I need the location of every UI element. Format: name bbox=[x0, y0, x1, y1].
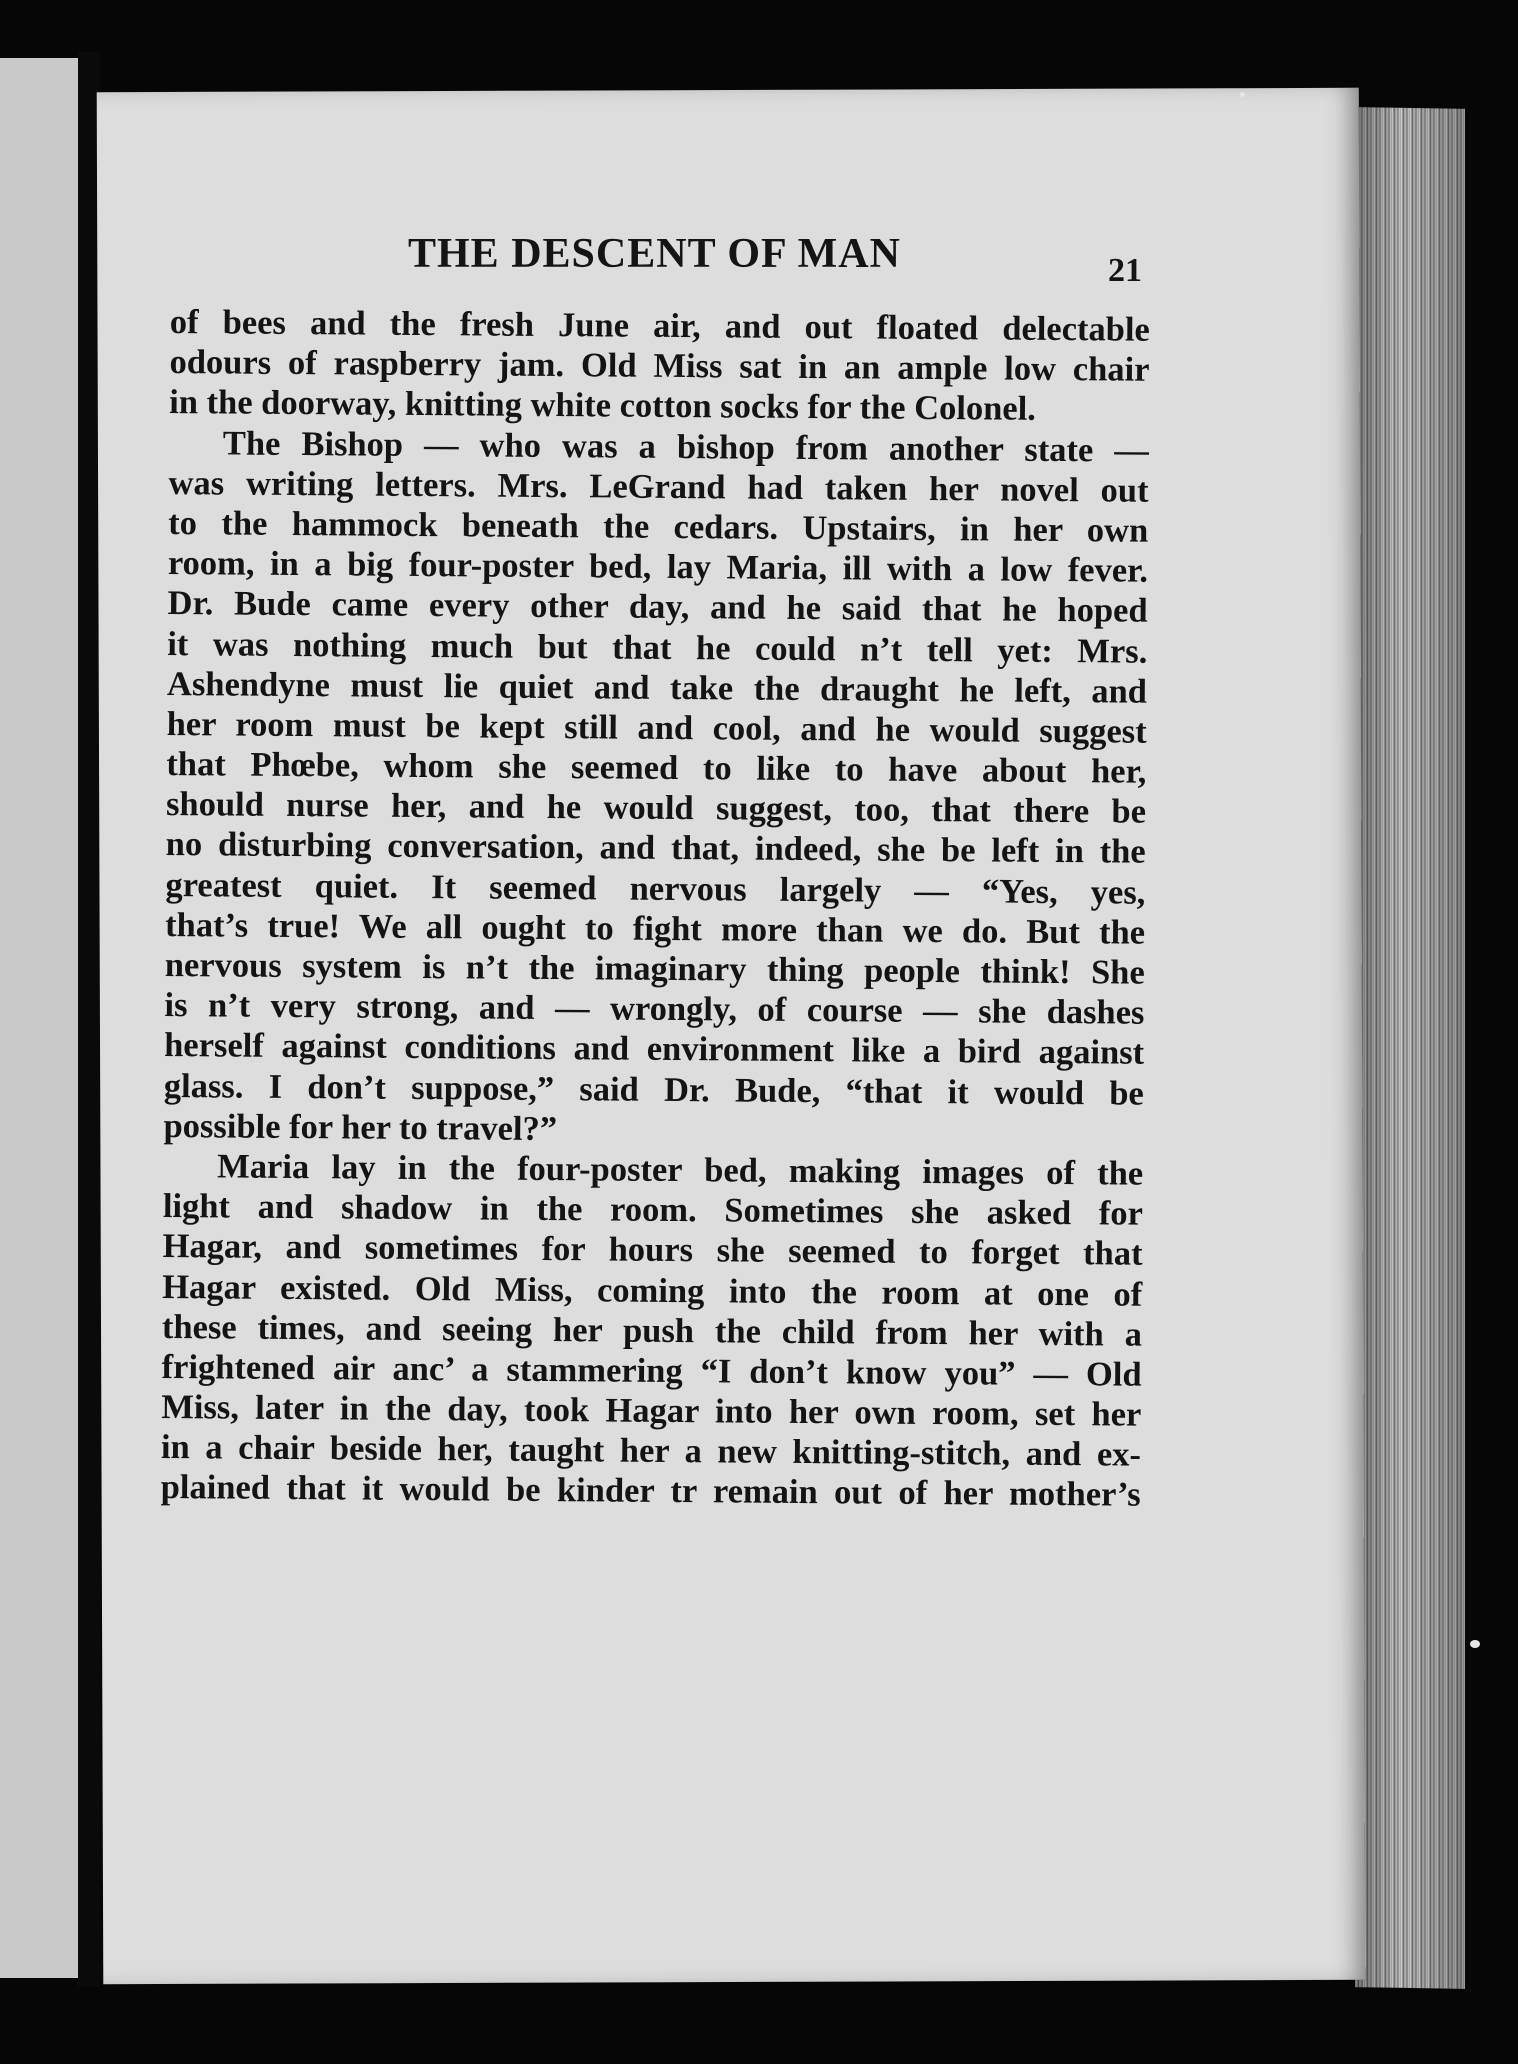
text-line: possible for her to travel?” bbox=[163, 1106, 558, 1148]
text-line: Maria lay in the four-poster bed, making images of the bbox=[217, 1147, 1144, 1193]
text-line: glass. I don’t suppose,” said Dr. Bude, “that it would be bbox=[163, 1066, 1144, 1113]
text-line: of bees and the fresh June air, and out floated delectable bbox=[169, 302, 1150, 349]
text-line: plained that it would be kinder tr remain out of her mother’s bbox=[160, 1468, 1141, 1515]
page-number: 21 bbox=[1108, 252, 1142, 289]
text-line: nervous system is n’t the imaginary thing people think! She bbox=[164, 945, 1145, 992]
text-line: is n’t very strong, and — wrongly, of course — she dashes bbox=[164, 986, 1145, 1032]
text-line: was writing letters. Mrs. LeGrand had taken her novel out bbox=[168, 463, 1149, 510]
text-line: that Phœbe, whom she seemed to like to have about her, bbox=[166, 745, 1147, 791]
text-line: these times, and seeing her push the child from her with a bbox=[161, 1307, 1143, 1354]
text-line: Hagar, and sometimes for hours she seemed to forget that bbox=[162, 1227, 1143, 1273]
text-line: should nurse her, and he would suggest, too, that there be bbox=[165, 785, 1147, 831]
text-line: frightened air anc’ a stammering “I don’t know you” — Old bbox=[161, 1347, 1142, 1394]
text-line: her room must be kept still and cool, and he would suggest bbox=[166, 704, 1147, 751]
text-line: to the hammock beneath the cedars. Upstairs, in her own bbox=[168, 503, 1149, 550]
text-line: room, in a big four-poster bed, lay Maria, ill with a low fever. bbox=[167, 544, 1149, 590]
scan-speck bbox=[1470, 1640, 1480, 1648]
text-line: odours of raspberry jam. Old Miss sat in an ample low chair bbox=[169, 343, 1150, 389]
text-line: greatest quiet. It seemed nervous largely — “Yes, yes, bbox=[165, 865, 1146, 912]
text-line: Miss, later in the day, took Hagar into her own room, set her bbox=[161, 1388, 1142, 1434]
text-line: in a chair beside her, taught her a new knitting-stitch, and ex- bbox=[160, 1428, 1142, 1474]
page-body-text bbox=[161, 302, 1150, 1515]
text-line: in the doorway, knitting white cotton socks for the Colonel. bbox=[169, 383, 1037, 429]
text-line: herself against conditions and environment like a bird against bbox=[164, 1026, 1145, 1073]
text-line: Ashendyne must lie quiet and take the draught he left, and bbox=[166, 664, 1148, 711]
text-line: it was nothing much but that he could n’t tell yet: Mrs. bbox=[167, 624, 1148, 671]
page-block-shadow bbox=[1355, 107, 1465, 1989]
text-line: no disturbing conversation, and that, indeed, she be left in the bbox=[165, 825, 1146, 872]
text-line: Dr. Bude came every other day, and he said that he hoped bbox=[167, 584, 1148, 630]
text-line: Hagar existed. Old Miss, coming into the room at one of bbox=[162, 1267, 1143, 1314]
scan-speck bbox=[1240, 92, 1245, 97]
text-line: light and shadow in the room. Sometimes she asked for bbox=[162, 1187, 1144, 1233]
text-line: that’s true! We all ought to fight more than we do. But the bbox=[164, 905, 1146, 952]
text-line: The Bishop — who was a bishop from another state — bbox=[222, 423, 1150, 470]
left-page-edge bbox=[0, 58, 78, 1978]
running-head: THE DESCENT OF MAN bbox=[408, 231, 901, 277]
